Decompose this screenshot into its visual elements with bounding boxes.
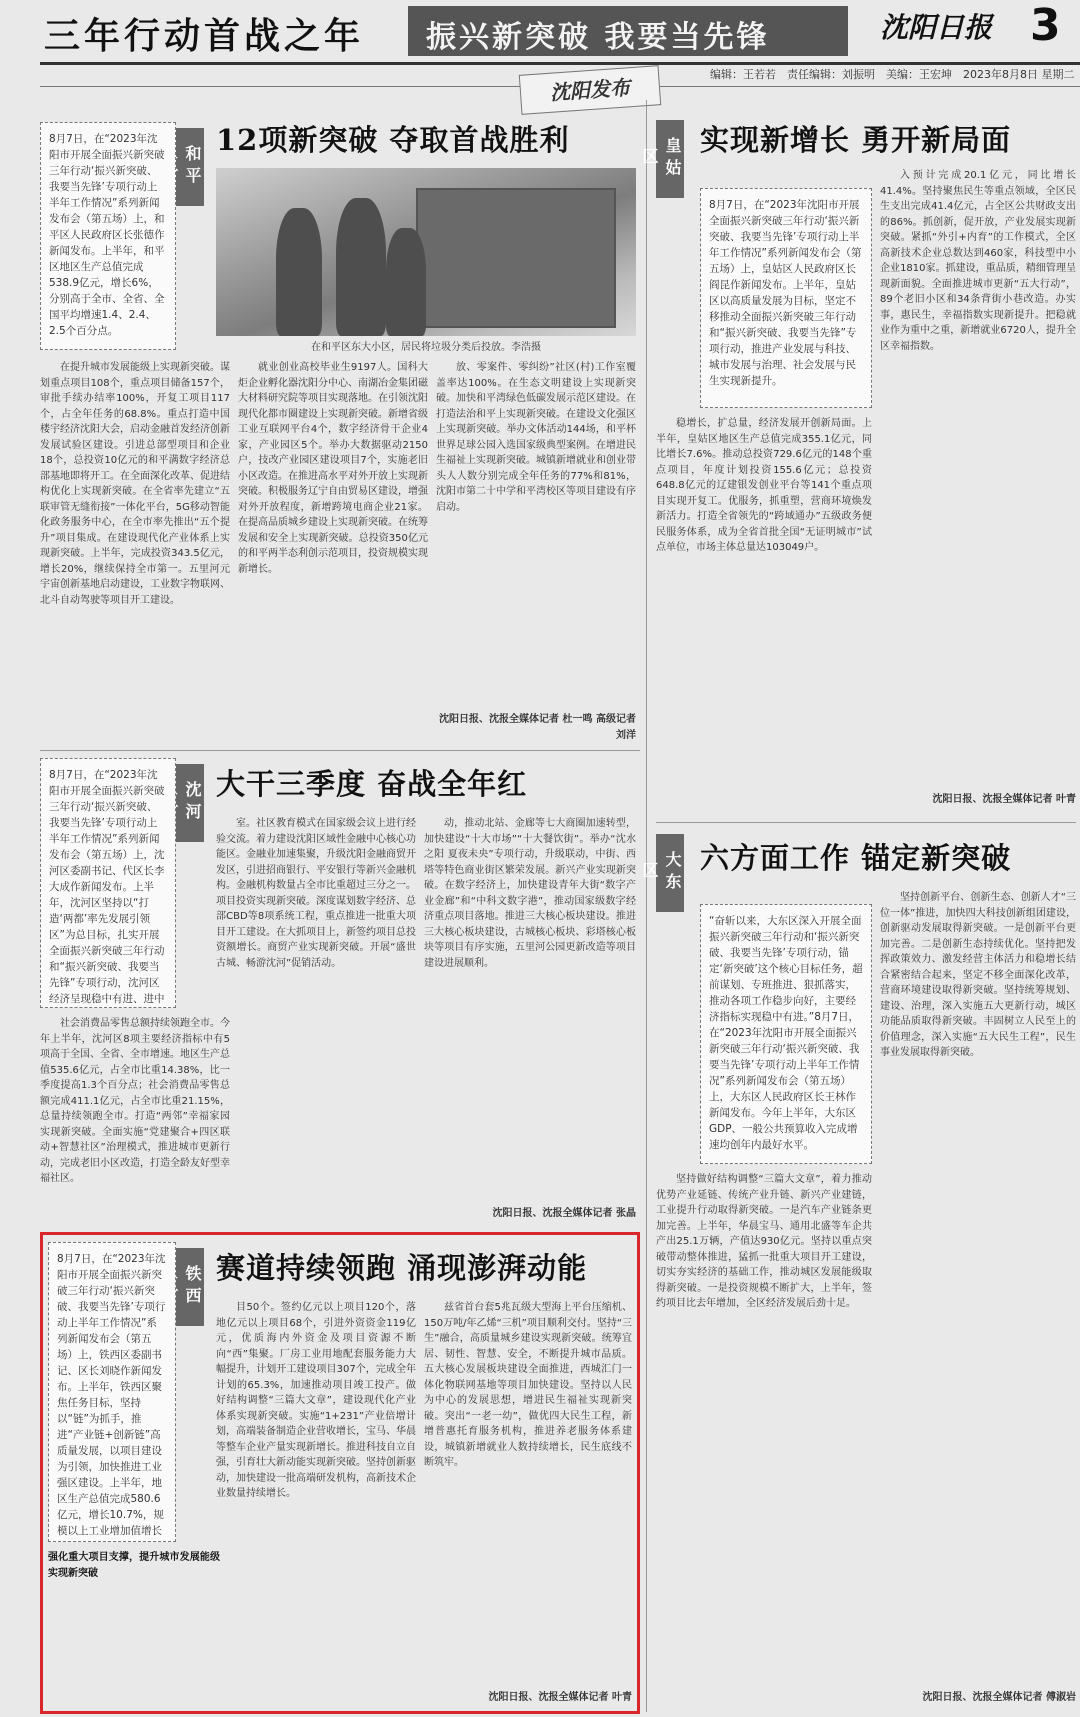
shenhe-column-1: 社会消费品零售总额持续领跑全市。今年上半年，沈河区8项主要经济指标中有5项高于全国、全省、全市增速。地区生产总值535.6亿元，占全市比重14.38%，比一季度提高1.3个百分点；社会消费品零售总额完成411.1亿元，占全市比重21.15%，总量持续领跑全市。打造“两邻”幸福家园实现新突破。全面实施“党建聚合+四区联动+智慧社区”治理模式，推进城市更新行动，完成老旧小区改造，打造全龄友好型幸福社区。 bbox=[40, 1018, 230, 1184]
section-divider bbox=[656, 822, 1076, 823]
column-divider bbox=[646, 100, 647, 1712]
dadong-byline: 沈阳日报、沈报全媒体记者 傅淑岩 bbox=[922, 1692, 1076, 1703]
page-number: 3 bbox=[1030, 0, 1061, 51]
tiexi-byline: 沈阳日报、沈报全媒体记者 叶青 bbox=[488, 1692, 632, 1703]
shenyang-release-badge: 沈阳发布 bbox=[519, 65, 661, 115]
header-rule bbox=[40, 62, 1080, 65]
editor-credits: 编辑：王若若 责任编辑：刘振明 美编：王宏坤 2023年8月8日 星期二 bbox=[710, 68, 1075, 81]
section-divider bbox=[40, 750, 640, 751]
heping-headline: 12项新突破 夺取首战胜利 bbox=[216, 123, 570, 157]
district-tag-heping: 和平 bbox=[176, 128, 204, 206]
shenhe-column-3: 动，推动北站、金廊等七大商圈加速转型，加快建设“十大市场”“十大餐饮街”。举办“沈水之阳 夏夜未央”专项行动，升级联动，中街、西塔等特色商业街区繁荣发展。新兴产业实现新突破。在数字经济上，加快建设青年大街“数字产业金廊”和“中科文数字港”，推动国家级数字经济重点项目落地。推进三大核心板块建设。推进三大核心板块建设，古城核心板块、彩塔核心板块等项目有序实施，五里河公园更新改造等项目建设进展顺利。 bbox=[424, 818, 636, 969]
tiexi-column-2: 兹省首台套5兆瓦级大型海上平台压缩机、150万吨/年乙烯“三机”项目顺利交付。坚持“三生”融合，高质量城乡建设实现新突破。统筹宜居、韧性、智慧、安全，不断提升城市品质。五大核心发展板块建设全面推进，西城汇门一体化物联网基地等项目加快建设。坚持以人民为中心的发展思想，增进民生福祉实现新突破。突出“一老一幼”，做优四大民生工程，新增普惠托育服务机构，推进养老服务体系建设，城镇新增就业人数持续增长，民生底线不断筑牢。 bbox=[424, 1302, 632, 1468]
tiexi-lead: 8月7日，在“2023年沈阳市开展全面振兴新突破三年行动‘振兴新突破、我要当先锋’专项行动上半年工作情况”系列新闻发布会（第五场）上，铁西区委副书记、区长刘晓作新闻发布。上半年，铁西区聚焦任务目标，坚持以“链”为抓手，推进“产业链+创新链”高质量发展，以项目建设为引领，加快推进工业强区建设。上半年，地区生产总值完成580.6亿元，增长10.7%，规模以上工业增加值增长 bbox=[48, 1242, 176, 1542]
huanggu-column-2: 入预计完成20.1亿元，同比增长41.4%。坚持聚焦民生等重点领域，全区民生支出完成41.4亿元，占全区公共财政支出的86%。抓创新，促开放，产业发展实现新突破。紧抓“外引+内育”的工作模式，全区高新技术企业总数达到460家，科技型中小企业1810家。抓建设，重品质，精细管理呈现新面貌。全面推进城市更新“五大行动”，89个老旧小区和34条背街小巷改造。办实事，惠民生，幸福指数实现新提升。把稳就业作为重中之重，新增就业6720人，提升全区幸福指数。 bbox=[880, 170, 1076, 352]
huanggu-lead: 8月7日，在“2023年沈阳市开展全面振兴新突破三年行动‘振兴新突破、我要当先锋’专项行动上半年工作情况”系列新闻发布会（第五场）上，皇姑区人民政府区长阎昆作新闻发布。上半年，皇姑区以高质量发展为目标，坚定不移推动全面振兴新突破三年行动和“振兴新突破、我要当先锋”专项行动，推进产业发展与科技、城市发展与治理、社会发展与民生实现新提升。 bbox=[700, 188, 872, 408]
heping-lead: 8月7日，在“2023年沈阳市开展全面振兴新突破三年行动‘振兴新突破、我要当先锋’专项行动上半年工作情况”系列新闻发布会（第五场）上，和平区人民政府区长张德作新闻发布。上半年，和平区地区生产总值完成538.9亿元，增长6%，分别高于全市、全省、全国平均增速1.4、2.4、2.5个百分点。 bbox=[40, 122, 176, 350]
district-tag-dadong: 大东区 bbox=[656, 834, 684, 912]
dadong-lead: “奋斩以来，大东区深入开展全面振兴新突破三年行动和‘振兴新突破、我要当先锋’专项行动，锚定‘新突破’这个核心目标任务，超前谋划、专班推进、狠抓落实，推动各项工作稳步向好，主要经济指标实现稳中有进。”8月7日，在“2023年沈阳市开展全面振兴新突破三年行动‘振兴新突破、我要当先锋’专项行动上半年工作情况”系列新闻发布会（第五场）上，大东区人民政府区长王林作新闻发布。今年上半年，大东区GDP、一般公共预算收入完成增速均创年内最好水平。 bbox=[700, 904, 872, 1164]
tiexi-column-0: 强化重大项目支撑，提升城市发展能级实现新突破 bbox=[48, 1552, 220, 1579]
district-tag-tiexi: 铁西 bbox=[176, 1248, 204, 1326]
dadong-column-2: 坚持创新平台、创新生态、创新人才“三位一体”推进，加快四大科技创新组团建设，创新驱动发展取得新突破。一是创新平台更加完善。二是创新生态持续优化。坚持把发挥政策效力、激发经营主体活力和稳增长结合紧密结合起来，坚定不移全面深化改革，营商环境建设取得新突破。坚持统筹规划、建设、治理，深入实施五大更新行动，城区功能品质取得新突破。丰固树立人民至上的价值理念，深入实施“五大民生工程”，民生事业发展取得新突破。 bbox=[880, 892, 1076, 1058]
huanggu-headline: 实现新增长 勇开新局面 bbox=[700, 123, 1012, 157]
huanggu-column-1: 稳增长，扩总量，经济发展开创新局面。上半年，皇姑区地区生产总值完成355.1亿元，同比增长7.6%。推动总投资729.6亿元的148个重点项目，年度计划投资155.6亿元；总投资648.8亿元的辽建银发创业平台等141个重点项目实现开复工。优服务，抓重塑，营商环境焕发新活力。打造全省领先的“跨域通办”五级政务便民服务体系，成为全省首批全国“无证明城市”试点单位，市场主体总量达103049户。 bbox=[656, 418, 872, 553]
shenhe-column-2: 室。社区教育模式在国家级会议上进行经验交流。着力建设沈阳区域性金融中心核心功能区。金融业加速集聚，升级沈阳金融商贸开发区，引进招商银行、平安银行等新兴金融机构。金融机构数量占全市比重超过三分之一。项目投资实现新突破。深度谋划数字经济、总部CBD等8项系统工程，重点推进一批重大项目开工建设。在大抓项目上，新签约项目总投资额增长。商贸产业实现新突破。开展“盛世古城、畅游沈河”促销活动。 bbox=[216, 818, 416, 969]
dadong-column-1: 坚持做好结构调整“三篇大文章”，着力推动优势产业延链、传统产业升链、新兴产业建链，工业提升行动取得新突破。一是汽车产业链条更加完善。上半年，华晨宝马、通用北盛等车企共产出25.1万辆，产值达930亿元。坚持以重点突破带动整体推进，猛抓一批重大项目开工建设，切实夯实经济的基础工作，推动城区发展能级取得新突破。一是投资规模不断扩大，上半年，签约项目比去年增加，全区经济发展后劲十足。 bbox=[656, 1174, 872, 1309]
heping-photo-caption: 在和平区东大小区，居民将垃圾分类后投放。李浩摄 bbox=[311, 342, 541, 353]
shenhe-lead: 8月7日，在“2023年沈阳市开展全面振兴新突破三年行动‘振兴新突破、我要当先锋’专项行动上半年工作情况”系列新闻发布会（第五场）上，沈河区委副书记、代区长李大成作新闻发布。上半年，沈河区坚持以“打造‘两都’率先发展引领区”为总目标，扎实开展全面振兴新突破三年行动和“振兴新突破、我要当先锋”专项行动，沈河区经济呈现稳中有进、进中 bbox=[40, 758, 176, 1008]
district-tag-huanggu: 皇姑区 bbox=[656, 120, 684, 198]
heping-photo bbox=[216, 168, 636, 336]
dadong-headline: 六方面工作 锚定新突破 bbox=[700, 841, 1012, 875]
heping-column-2: 就业创业高校毕业生9197人。国科大炬企业孵化器沈阳分中心、南湖冶金集团磁大材料研究院等项目实现落地。在引领沈阳现代化都市圈建设上实现新突破。新增省级工业互联网平台4个，数字经济骨干企业4家，产业园区5个。举办大数据驱动2150户，技改产业园区建设项目7个，实施老旧小区改造。在推进高水平对外开放上实现新突破。积极服务辽宁自由贸易区建设，增强对外开放程度，新增跨境电商企业21家。在提高品质城乡建设上实现新突破。在统筹发展和安全上实现新突破。总投资350亿元的和平两半态利创示范项目，投资规模实现新增长。 bbox=[238, 362, 428, 575]
heping-column-3: 放、零案件、零纠纷”社区(村)工作室覆盖率达100%。在生态文明建设上实现新突破。加快和平湾绿色低碳发展示范区建设。在打造法治和平上实现新突破。在建设文化强区上实现新突破。举办文体活动144场，和平杯世界足球公园入选国家级典型案例。在增进民生福祉上实现新突破。城镇新增就业和创业带头人人数分别完成全年任务的77%和81%，沈阳市第二十中学和平湾校区等项目建设有序启动。 bbox=[436, 362, 636, 513]
heping-byline: 沈阳日报、沈报全媒体记者 杜一鸣 高级记者 刘洋 bbox=[439, 714, 636, 741]
huanggu-byline: 沈阳日报、沈报全媒体记者 叶青 bbox=[932, 794, 1076, 805]
shenhe-headline: 大干三季度 奋战全年红 bbox=[216, 767, 528, 801]
district-tag-shenhe: 沈河 bbox=[176, 764, 204, 842]
shenhe-byline: 沈阳日报、沈报全媒体记者 张晶 bbox=[492, 1208, 636, 1219]
heping-column-1: 在提升城市发展能级上实现新突破。谋划重点项目108个，重点项目储备157个，审批手续办结率100%，开复工项目117个，占全年任务的68.8%。重点打造中国楼宇经济沈阳大会，启动金融首发经济创新发展试验区建设。引进总部型项目和企业18个，总投资10亿元的和平满数字经济总部基地即将开工。在全面深化改革、促进结构优化上实现新突破。在全省率先建立“五联审管无缝衔接”一体化平台，5G移动智能化政务服务中心，在全市率先推出“五个提升”项目集成。在建设现代化产业体系上实现新突破。上半年，完成投资343.5亿元，增长20%，继续保持全市第一。五里河元宇宙创新基地启动建设，工业数字物联网、北斗自动驾驶等项目开工建设。 bbox=[40, 362, 230, 606]
newspaper-logo: 沈阳日报 bbox=[880, 11, 993, 44]
page-theme-banner: 振兴新突破 我要当先锋 bbox=[408, 6, 848, 56]
tiexi-column-1: 目50个。签约亿元以上项目120个，落地亿元以上项目68个，引进外资资金119亿元，优质海内外资金及项目资源不断向“西”集聚。厂房工业用地配套服务能力大幅提升，计划开工建设项目307个，完成全年计划的65.3%，加速推动项目竣工投产。做好结构调整“三篇大文章”，建设现代化产业体系实现新突破。实施“1+231”产业倍增计划，高端装备制造企业营收增长，宝马、华晨等整车企业产量实现新增长。推进科技自立自强，引育壮大新动能实现新突破。坚持创新驱动，加快建设一批高端研发机构，高新技术企业数量持续增长。 bbox=[216, 1302, 416, 1499]
tiexi-headline: 赛道持续领跑 涌现澎湃动能 bbox=[216, 1251, 588, 1285]
page-section-title: 三年行动首战之年 bbox=[44, 15, 365, 57]
